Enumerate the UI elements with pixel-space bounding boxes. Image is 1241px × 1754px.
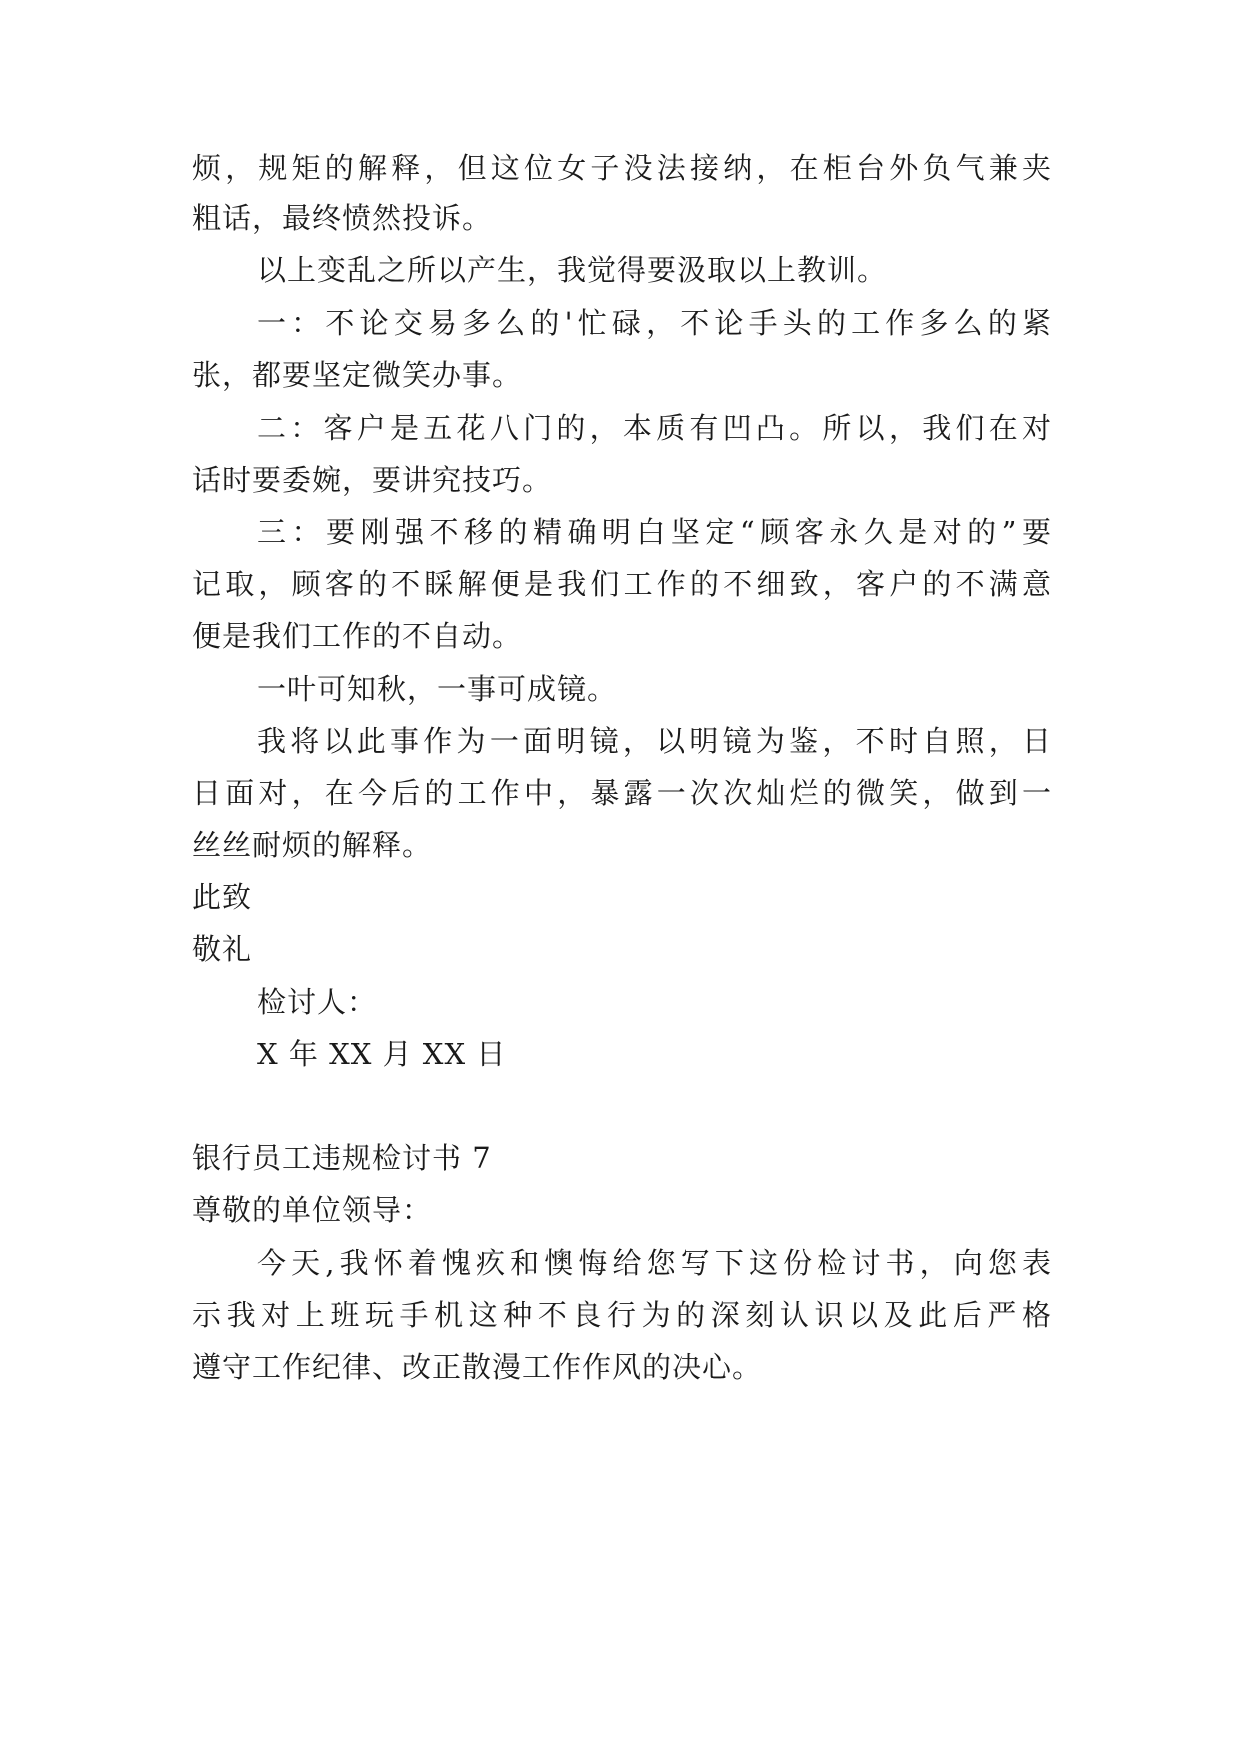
paragraph-line: 二：客户是五花八门的，本质有凹凸。所以，我们在对 (257, 411, 1052, 445)
paragraph-line: 遵守工作纪律、改正散漫工作作风的决心。 (192, 1350, 763, 1384)
section-title: 银行员工违规检讨书 7 (192, 1141, 492, 1175)
greeting: 尊敬的单位领导： (192, 1193, 433, 1227)
paragraph-line: 今天,我怀着愧疚和懊悔给您写下这份检讨书，向您表 (257, 1246, 1052, 1280)
paragraph-line: 一叶可知秋，一事可成镜。 (257, 672, 618, 706)
paragraph-line: 粗话，最终愤然投诉。 (192, 201, 493, 235)
paragraph-line: 示我对上班玩手机这种不良行为的深刻认识以及此后严格 (192, 1298, 1052, 1332)
signature-label: 检讨人： (257, 985, 378, 1019)
paragraph-line: 张，都要坚定微笑办事。 (192, 358, 523, 392)
closing-salutation: 此致 (192, 880, 253, 914)
paragraph-line: 日面对，在今后的工作中，暴露一次次灿烂的微笑，做到一 (192, 776, 1052, 810)
closing-regards: 敬礼 (192, 932, 253, 966)
paragraph-line: 三：要刚强不移的精确明白坚定“顾客永久是对的”要 (257, 515, 1052, 549)
paragraph-line: 以上变乱之所以产生，我觉得要汲取以上教训。 (257, 253, 888, 287)
paragraph-line: 便是我们工作的不自动。 (192, 619, 523, 653)
paragraph-line: 我将以此事作为一面明镜，以明镜为鉴，不时自照，日 (257, 724, 1052, 758)
paragraph-line: 烦，规矩的解释，但这位女子没法接纳，在柜台外负气兼夹 (192, 151, 1052, 185)
paragraph-line: 丝丝耐烦的解释。 (192, 828, 433, 862)
signature-date: X 年 XX 月 XX 日 (257, 1037, 507, 1071)
paragraph-line: 一：不论交易多么的'忙碌，不论手头的工作多么的紧 (257, 306, 1052, 340)
paragraph-line: 记取，顾客的不睬解便是我们工作的不细致，客户的不满意 (192, 567, 1052, 601)
paragraph-line: 话时要委婉，要讲究技巧。 (192, 463, 553, 497)
